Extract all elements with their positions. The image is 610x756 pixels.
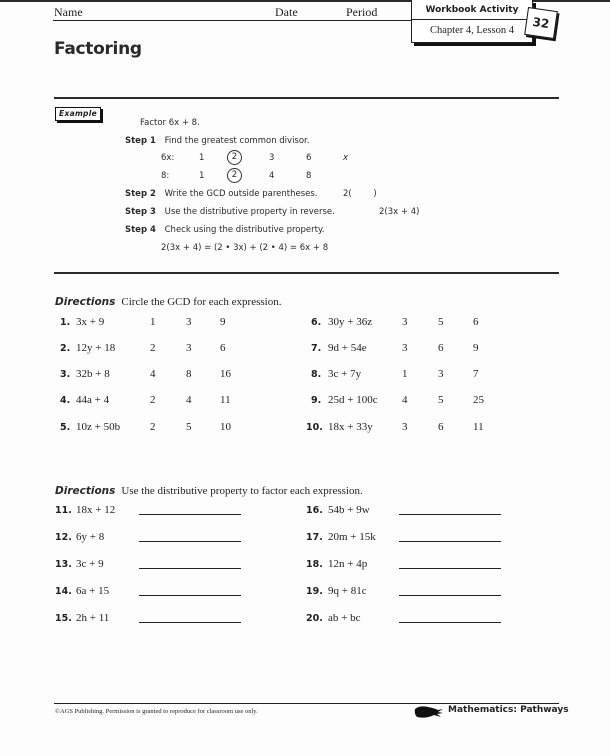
- question-number: 16.: [306, 505, 323, 516]
- answer-blank[interactable]: [139, 622, 241, 623]
- question-number: 19.: [306, 586, 323, 597]
- gcd-option[interactable]: 5: [186, 421, 192, 433]
- question-number: 3.: [60, 369, 71, 380]
- step-label: Step 1: [125, 136, 156, 146]
- answer-blank[interactable]: [139, 568, 241, 569]
- expression: 44a + 4: [76, 394, 110, 406]
- step-text: Use the distributive property in reverse.: [164, 207, 335, 217]
- divisor-value: 8: [306, 171, 312, 181]
- workbook-activity-box: [411, 0, 533, 43]
- page-title: Factoring: [54, 39, 142, 59]
- period-label: Period: [346, 5, 378, 19]
- gcd-option[interactable]: 25: [473, 394, 484, 406]
- gcd-option[interactable]: 3: [402, 316, 408, 328]
- expression: 9q + 81c: [328, 585, 367, 597]
- circled-divisor: 2: [227, 168, 242, 183]
- gcd-option[interactable]: 4: [150, 368, 156, 380]
- expression: 18x + 33y: [328, 421, 373, 433]
- question-number: 17.: [306, 532, 323, 543]
- step-result: 2( ): [343, 189, 377, 199]
- directions-text: Use the distributive property to factor each expression.: [121, 485, 363, 497]
- answer-blank[interactable]: [139, 541, 241, 542]
- answer-blank[interactable]: [139, 595, 241, 596]
- example-tag: Example: [55, 107, 101, 121]
- question-number: 2.: [60, 343, 71, 354]
- gcd-option[interactable]: 9: [220, 316, 226, 328]
- activity-type: Workbook Activity: [412, 0, 532, 20]
- part1-directions: [55, 292, 281, 310]
- chapter-lesson: Chapter 4, Lesson 4: [430, 25, 514, 36]
- question-number: 4.: [60, 395, 71, 406]
- step-4-check: 2(3x + 4) = (2 • 3x) + (2 • 4) = 6x + 8: [161, 243, 329, 253]
- step-result: 2(3x + 4): [379, 207, 420, 217]
- brand-logo-icon: [414, 705, 444, 719]
- step-3: [125, 207, 455, 217]
- expression: 12y + 18: [76, 342, 116, 354]
- question-number: 1.: [60, 317, 71, 328]
- brand-name: Mathematics: Pathways: [448, 705, 569, 715]
- date-label: Date: [275, 5, 298, 19]
- directions-label: Directions: [55, 296, 116, 308]
- divider-middle: [54, 272, 559, 274]
- question-number: 7.: [311, 343, 322, 354]
- step-text: Find the greatest common divisor.: [164, 136, 310, 146]
- question-number: 6.: [311, 317, 322, 328]
- gcd-option[interactable]: 7: [473, 368, 479, 380]
- expression: 18x + 12: [76, 504, 116, 516]
- expression: 6a + 15: [76, 585, 110, 597]
- gcd-option[interactable]: 4: [402, 394, 408, 406]
- gcd-option[interactable]: 6: [438, 342, 444, 354]
- gcd-option[interactable]: 2: [150, 394, 156, 406]
- activity-number-badge: 32: [524, 7, 558, 39]
- divisor-term: 6x:: [161, 153, 175, 163]
- name-label: Name: [54, 5, 83, 19]
- divisor-value: 1: [199, 171, 205, 181]
- gcd-option[interactable]: 2: [150, 342, 156, 354]
- divisor-value: x: [343, 153, 349, 163]
- gcd-option[interactable]: 3: [402, 342, 408, 354]
- gcd-option[interactable]: 5: [438, 316, 444, 328]
- gcd-option[interactable]: 6: [438, 421, 444, 433]
- expression: 20m + 15k: [328, 531, 376, 543]
- expression: 54b + 9w: [328, 504, 370, 516]
- gcd-option[interactable]: 6: [473, 316, 479, 328]
- divisor-term: 8:: [161, 171, 170, 181]
- question-number: 12.: [55, 532, 72, 543]
- gcd-option[interactable]: 11: [473, 421, 484, 433]
- gcd-option[interactable]: 11: [220, 394, 231, 406]
- step-2: [125, 189, 425, 199]
- circled-divisor: 2: [227, 150, 242, 165]
- gcd-option[interactable]: 6: [220, 342, 226, 354]
- question-number: 9.: [311, 395, 322, 406]
- question-number: 14.: [55, 586, 72, 597]
- divisor-value: 4: [269, 171, 275, 181]
- example-prompt: Factor 6x + 8.: [140, 118, 200, 128]
- directions-text: Circle the GCD for each expression.: [121, 296, 282, 308]
- gcd-option[interactable]: 4: [186, 394, 192, 406]
- copyright: ©AGS Publishing. Permission is granted to reproduce for classroom use only.: [55, 708, 258, 715]
- expression: 25d + 100c: [328, 394, 378, 406]
- question-number: 20.: [306, 613, 323, 624]
- step-4: [125, 225, 324, 235]
- expression: 10z + 50b: [76, 421, 121, 433]
- gcd-option[interactable]: 10: [220, 421, 231, 433]
- step-label: Step 2: [125, 189, 156, 199]
- step-label: Step 4: [125, 225, 156, 235]
- expression: 32b + 8: [76, 368, 110, 380]
- part2-directions: [55, 481, 363, 499]
- answer-blank[interactable]: [399, 568, 501, 569]
- gcd-option[interactable]: 1: [150, 316, 156, 328]
- gcd-option[interactable]: 3: [186, 316, 192, 328]
- gcd-option[interactable]: 3: [186, 342, 192, 354]
- answer-blank[interactable]: [399, 514, 501, 515]
- question-number: 13.: [55, 559, 72, 570]
- answer-blank[interactable]: [139, 514, 241, 515]
- divisor-value: 3: [269, 153, 275, 163]
- expression: 2h + 11: [76, 612, 110, 624]
- expression: ab + bc: [328, 612, 361, 624]
- expression: 9d + 54e: [328, 342, 367, 354]
- divider-top: [54, 97, 559, 99]
- expression: 30y + 36z: [328, 316, 373, 328]
- footer-rule: [54, 703, 559, 704]
- directions-label: Directions: [55, 485, 116, 497]
- expression: 3x + 9: [76, 316, 105, 328]
- answer-blank[interactable]: [399, 595, 501, 596]
- divisor-value: 6: [306, 153, 312, 163]
- answer-blank[interactable]: [399, 541, 501, 542]
- gcd-option[interactable]: 2: [150, 421, 156, 433]
- gcd-option[interactable]: 3: [402, 421, 408, 433]
- step-label: Step 3: [125, 207, 156, 217]
- question-number: 15.: [55, 613, 72, 624]
- name-line: [53, 20, 411, 21]
- question-number: 5.: [60, 422, 71, 433]
- question-number: 11.: [55, 505, 72, 516]
- gcd-option[interactable]: 3: [438, 368, 444, 380]
- divisor-value: 1: [199, 153, 205, 163]
- step-text: Check using the distributive property.: [164, 225, 325, 235]
- gcd-option[interactable]: 1: [402, 368, 408, 380]
- gcd-option[interactable]: 8: [186, 368, 192, 380]
- gcd-option[interactable]: 16: [220, 368, 231, 380]
- expression: 6y + 8: [76, 531, 105, 543]
- question-number: 18.: [306, 559, 323, 570]
- expression: 12n + 4p: [328, 558, 368, 570]
- step-text: Write the GCD outside parentheses.: [164, 189, 318, 199]
- answer-blank[interactable]: [399, 622, 501, 623]
- expression: 3c + 9: [76, 558, 104, 570]
- question-number: 8.: [311, 369, 322, 380]
- gcd-option[interactable]: 5: [438, 394, 444, 406]
- question-number: 10.: [306, 422, 323, 433]
- step-1: [125, 136, 309, 146]
- gcd-option[interactable]: 9: [473, 342, 479, 354]
- expression: 3c + 7y: [328, 368, 362, 380]
